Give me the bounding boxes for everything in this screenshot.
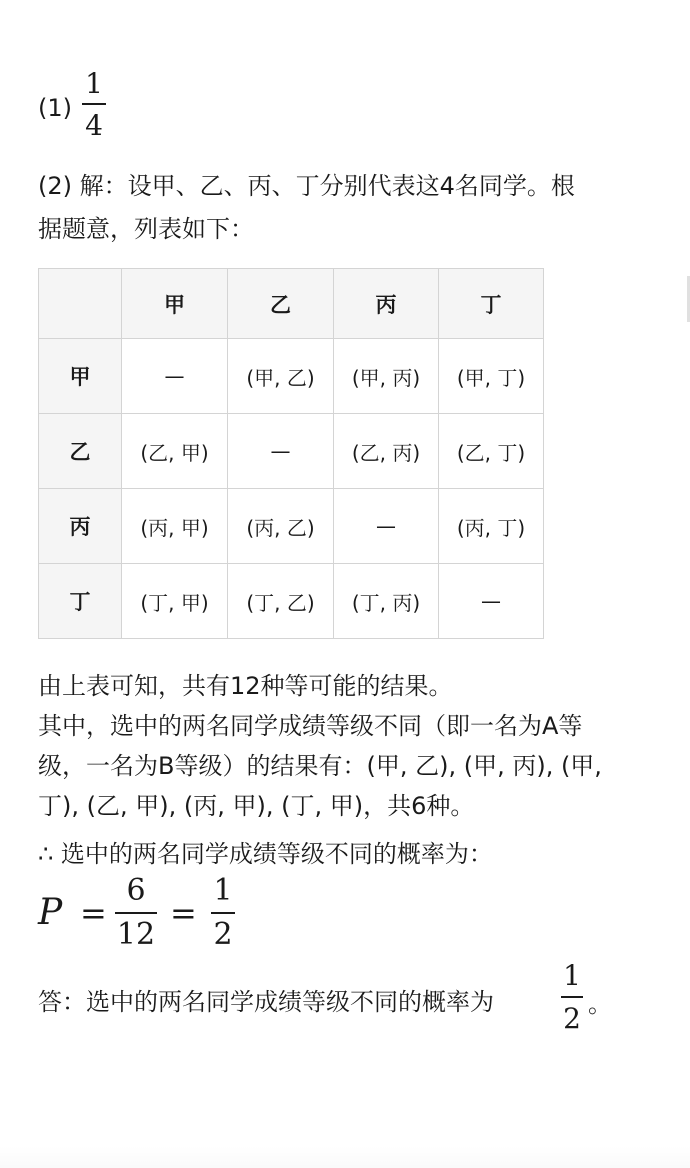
analysis-line4: 丁), (乙, 甲), (丙, 甲), (丁, 甲)，共6种。 <box>38 792 475 820</box>
frac2-denominator: 2 <box>213 917 233 952</box>
row-header: 乙 <box>39 414 122 489</box>
analysis-line3: 级，一名为B等级）的结果有：(甲, 乙), (甲, 丙), (甲, <box>38 752 602 780</box>
table-row <box>39 414 544 489</box>
analysis-line5: ∴ 选中的两名同学成绩等级不同的概率为： <box>38 840 493 868</box>
table-cell: (乙, 丙) <box>334 414 439 489</box>
table-row <box>39 489 544 564</box>
table-cell: (丙, 甲) <box>122 489 228 564</box>
probability-symbol: P <box>38 892 63 933</box>
part1-numerator: 1 <box>85 67 103 100</box>
table-cell: (丁, 甲) <box>122 564 228 639</box>
table-header-row <box>39 269 544 339</box>
table-row <box>39 339 544 414</box>
table-cell: (丙, 丁) <box>439 489 544 564</box>
table-cell: (丁, 乙) <box>228 564 334 639</box>
table-cell: — <box>439 564 544 639</box>
outcome-table <box>38 268 544 639</box>
table-cell: (甲, 乙) <box>228 339 334 414</box>
fraction-bar <box>115 912 157 914</box>
bottom-fade <box>0 1146 690 1168</box>
equals-sign: = <box>170 894 197 932</box>
frac1-denominator: 12 <box>116 917 156 952</box>
part2-intro-line1: (2) 解：设甲、乙、丙、丁分别代表这4名同学。根 <box>38 172 575 200</box>
table-row <box>39 564 544 639</box>
answer-text: 答：选中的两名同学成绩等级不同的概率为 <box>38 988 494 1016</box>
row-header: 丙 <box>39 489 122 564</box>
table-corner <box>39 269 122 339</box>
equals-sign: = <box>80 894 107 932</box>
col-header: 丙 <box>334 269 439 339</box>
fraction-6-12 <box>114 873 158 952</box>
table-cell: — <box>334 489 439 564</box>
analysis-line1: 由上表可知，共有12种等可能的结果。 <box>38 672 453 700</box>
part2-intro-line2: 据题意，列表如下： <box>38 215 254 243</box>
table-cell: (乙, 甲) <box>122 414 228 489</box>
fraction-bar <box>82 103 106 105</box>
frac2-numerator: 1 <box>213 873 233 908</box>
fraction-1-2 <box>210 873 236 952</box>
fraction-bar <box>211 912 235 914</box>
answer-end: 。 <box>588 990 612 1018</box>
table-cell: (丙, 乙) <box>228 489 334 564</box>
fraction-bar <box>561 996 583 998</box>
table-cell: (乙, 丁) <box>439 414 544 489</box>
row-header: 丁 <box>39 564 122 639</box>
answer-denominator: 2 <box>563 1002 581 1035</box>
answer-numerator: 1 <box>563 959 581 992</box>
row-header: 甲 <box>39 339 122 414</box>
table-cell: — <box>228 414 334 489</box>
part1-denominator: 4 <box>85 109 103 142</box>
table-cell: — <box>122 339 228 414</box>
table-cell: (丁, 丙) <box>334 564 439 639</box>
table-cell: (甲, 丙) <box>334 339 439 414</box>
col-header: 丁 <box>439 269 544 339</box>
col-header: 甲 <box>122 269 228 339</box>
table-cell: (甲, 丁) <box>439 339 544 414</box>
part1-fraction <box>80 67 108 142</box>
analysis-line2: 其中，选中的两名同学成绩等级不同（即一名为A等 <box>38 712 583 740</box>
answer-fraction <box>560 959 584 1035</box>
frac1-numerator: 6 <box>126 873 146 908</box>
part1-label: (1) <box>38 94 72 122</box>
col-header: 乙 <box>228 269 334 339</box>
